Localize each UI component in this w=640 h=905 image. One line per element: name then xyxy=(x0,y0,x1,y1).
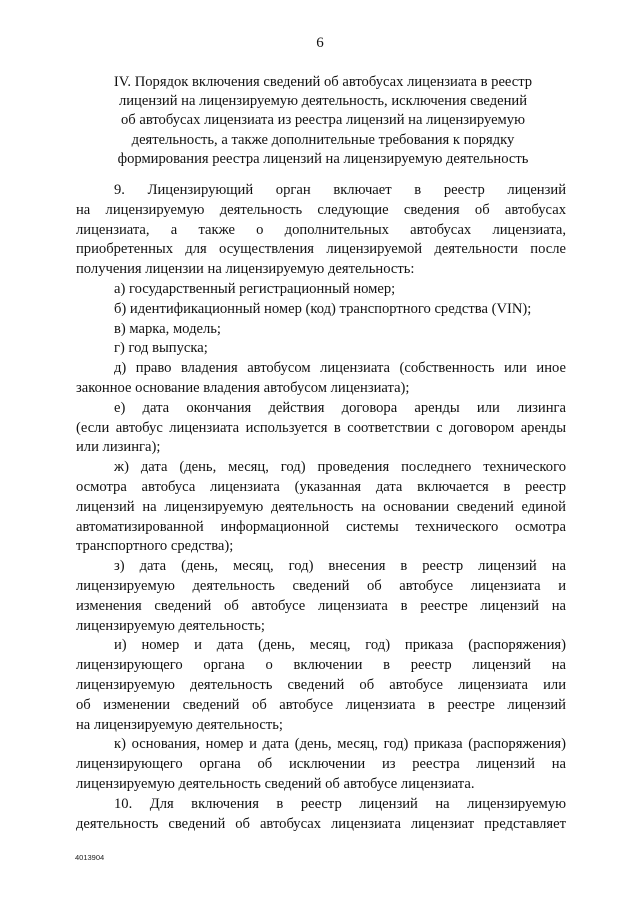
section-heading xyxy=(80,73,566,169)
list-item-zh: осмотра автобуса лицензиата (указанная дата включается в реестр xyxy=(76,478,566,495)
list-item-v: в) марка, модель; xyxy=(114,320,221,337)
list-item-z: лицензируемую деятельность сведений об автобусе лицензиата и xyxy=(76,577,566,594)
heading-line: об автобусах лицензиата из реестра лицензий на лицензируемую xyxy=(121,112,525,129)
list-item-a: а) государственный регистрационный номер; xyxy=(114,280,396,297)
list-item-i: об изменении сведений об автобусе лицензиата в реестре лицензий xyxy=(76,696,566,713)
paragraph-10-line: 10. Для включения в реестр лицензий на лицензируемую xyxy=(114,795,566,812)
list-item-e: или лизинга); xyxy=(76,439,161,456)
body-text xyxy=(76,181,566,834)
paragraph-9-line: лицензиата, а также о дополнительных автобусах лицензиата, xyxy=(76,221,566,238)
document-code: 4013904 xyxy=(75,853,105,862)
list-item-zh: транспортного средства); xyxy=(76,538,234,555)
list-item-b: б) идентификационный номер (код) транспортного средства (VIN); xyxy=(114,300,532,317)
list-item-z: изменения сведений об автобусе лицензиата в реестре лицензий на xyxy=(76,597,566,614)
list-item-z: лицензируемую деятельность; xyxy=(76,617,265,634)
paragraph-9-line: получения лицензии на лицензируемую деятельность: xyxy=(76,261,415,278)
list-item-i: лицензируемую деятельность сведений об автобусе лицензиата или xyxy=(76,676,566,693)
list-item-g: г) год выпуска; xyxy=(114,340,208,357)
list-item-zh: лицензий на лицензируемую деятельность на основании сведений единой xyxy=(76,498,566,515)
list-item-i: лицензирующего органа о включении в реестр лицензий на xyxy=(76,657,566,674)
heading-line: лицензий на лицензируемую деятельность, исключения сведений xyxy=(118,93,528,110)
heading-line: IV. Порядок включения сведений об автобусах лицензиата в реестр xyxy=(113,74,533,90)
paragraph-9-line: 9. Лицензирующий орган включает в реестр лицензий xyxy=(114,182,566,198)
list-item-d: д) право владения автобусом лицензиата (собственность или иное xyxy=(114,360,566,377)
list-item-k: лицензируемую деятельность сведений об автобусе лицензиата. xyxy=(76,775,475,792)
list-item-k: лицензирующего органа об исключении из реестра лицензий на xyxy=(76,756,566,773)
list-item-zh: автоматизированной информационной системы технического осмотра xyxy=(76,518,566,535)
page-number: 6 xyxy=(316,35,324,51)
list-item-i: на лицензируемую деятельность; xyxy=(76,716,283,733)
list-item-i: и) номер и дата (день, месяц, год) приказа (распоряжения) xyxy=(114,637,566,654)
list-item-zh: ж) дата (день, месяц, год) проведения последнего технического xyxy=(114,459,566,476)
list-item-k: к) основания, номер и дата (день, месяц, год) приказа (распоряжения) xyxy=(114,736,566,753)
list-item-d: законное основание владения автобусом лицензиата); xyxy=(76,379,410,396)
paragraph-10-line: деятельность сведений об автобусах лицензиата лицензиат представляет xyxy=(76,815,566,832)
list-item-e: е) дата окончания действия договора аренды или лизинга xyxy=(114,399,566,416)
paragraph-9-line: приобретенных для осуществления лицензируемой деятельности после xyxy=(76,241,566,258)
list-item-e: (если автобус лицензиата используется в соответствии с договором аренды xyxy=(76,419,566,436)
heading-line: деятельность, а также дополнительные требования к порядку xyxy=(131,131,515,148)
heading-line: формирования реестра лицензий на лицензируемую деятельность xyxy=(117,150,529,167)
list-item-z: з) дата (день, месяц, год) внесения в реестр лицензий на xyxy=(114,558,566,575)
paragraph-9-line: на лицензируемую деятельность следующие сведения об автобусах xyxy=(76,201,566,218)
